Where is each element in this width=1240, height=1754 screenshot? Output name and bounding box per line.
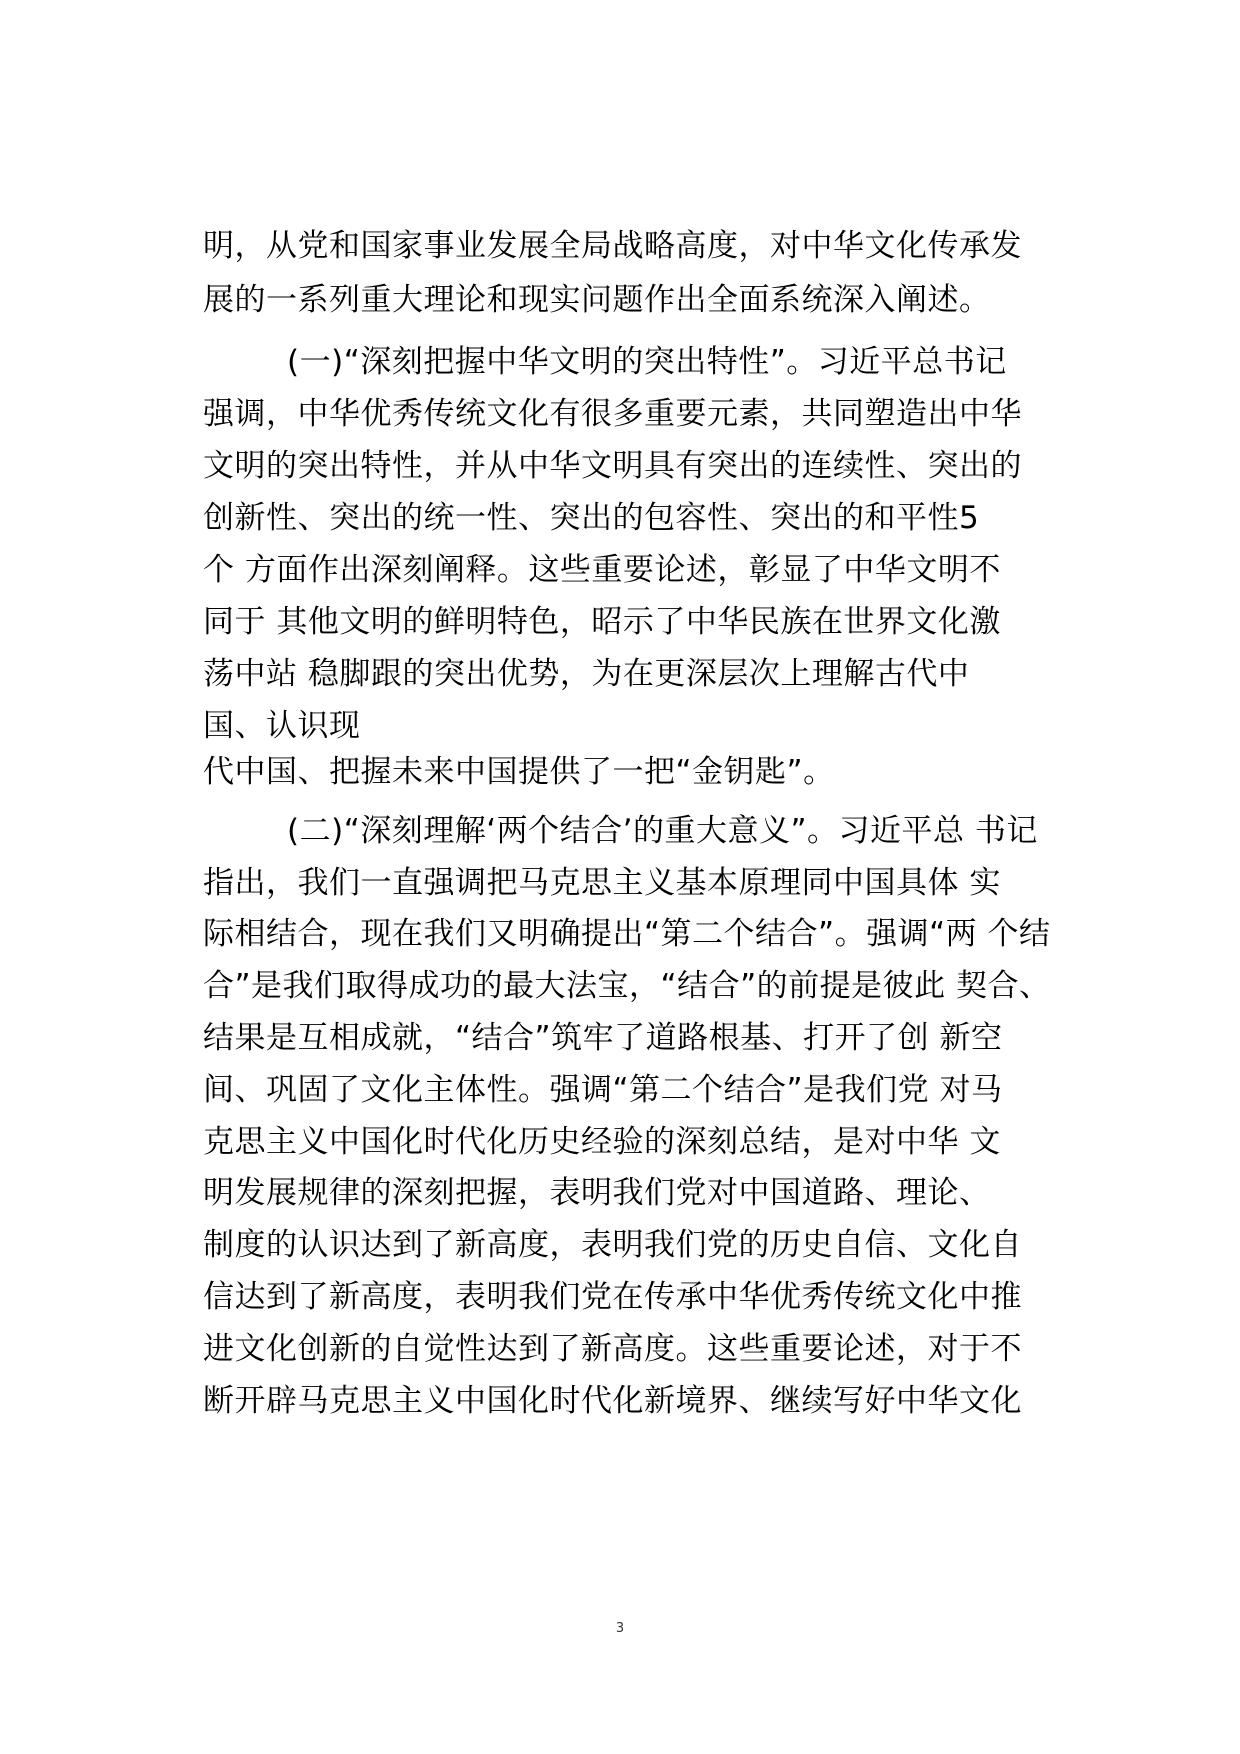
paragraph-two-heading: (二)“深刻理解‘两个结合’的重大意义”。习近平总 书记 [287,813,1038,849]
text-line: 强调，中华优秀传统文化有很多重要元素，共同塑造出中华 [203,396,1022,432]
text-line: 个 方面作出深刻阐释。这些重要论述，彰显了中华文明不 [203,552,1001,588]
text-line: 明发展规律的深刻把握，表明我们党对中国道路、理论、 [203,1175,991,1211]
text-line: 指出，我们一直强调把马克思主义基本原理同中国具体 实 [203,865,1001,901]
text-line: 明，从党和国家事业发展全局战略高度，对中华文化传承发 [203,228,1022,264]
paragraph-one-heading: (一)“深刻把握中华文明的突出特性”。习近平总书记 [287,344,1007,380]
text-line: 国、认识现 [203,708,361,744]
text-line: 际相结合，现在我们又明确提出“第二个结合”。强调“两 个结 [203,916,1051,952]
text-line: 克思主义中国化时代化历史经验的深刻总结，是对中华 文 [203,1124,1001,1160]
page-number: 3 [615,1621,625,1636]
text-line: 文明的突出特性，并从中华文明具有突出的连续性、突出的 [203,448,1022,484]
text-line: 同于 其他文明的鲜明特色，昭示了中华民族在世界文化激 [203,604,1001,640]
text-line: 合”是我们取得成功的最大法宝，“结合”的前提是彼此 契合、 [203,968,1051,1004]
text-line: 代中国、把握未来中国提供了一把“金钥匙”。 [203,754,835,790]
text-line: 展的一系列重大理论和现实问题作出全面系统深入阐述。 [203,282,991,318]
text-line: 制度的认识达到了新高度，表明我们党的历史自信、文化自 [203,1227,1022,1263]
text-line: 间、巩固了文化主体性。强调“第二个结合”是我们党 对马 [203,1072,1003,1108]
text-line: 创新性、突出的统一性、突出的包容性、突出的和平性5 [203,500,980,536]
text-line: 荡中站 稳脚跟的突出优势，为在更深层次上理解古代中 [203,656,970,692]
text-line: 结果是互相成就，“结合”筑牢了道路根基、打开了创 新空 [203,1020,1003,1056]
text-line: 信达到了新高度，表明我们党在传承中华优秀传统文化中推 [203,1279,1022,1315]
text-line: 进文化创新的自觉性达到了新高度。这些重要论述，对于不 [203,1331,1022,1367]
text-line: 断开辟马克思主义中国化时代化新境界、继续写好中华文化 [203,1383,1022,1419]
